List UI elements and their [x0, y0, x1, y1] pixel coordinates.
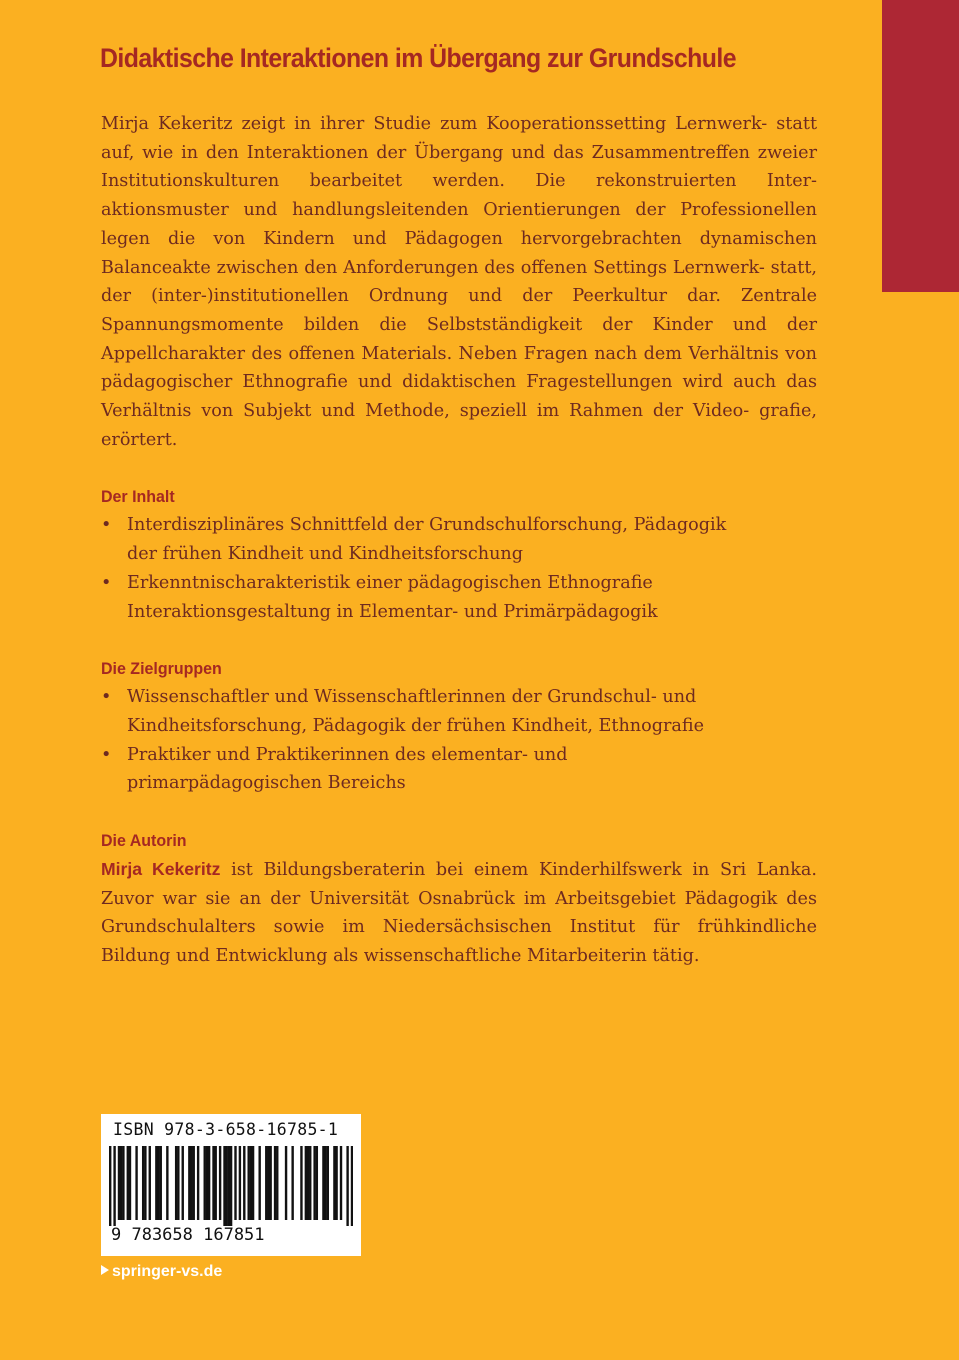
- barcode-bar: [335, 1146, 337, 1220]
- barcode-bar: [226, 1146, 228, 1226]
- barcode-bar: [247, 1146, 249, 1220]
- list-item: [101, 511, 817, 568]
- list-item-line: primarpädagogischen Bereichs: [127, 773, 406, 794]
- barcode-bar: [327, 1146, 329, 1220]
- intro-line: statt, der (inter-)institutionellen Ordnung und der Peerkultur dar. Zentrale: [101, 257, 817, 307]
- bullet-icon: •: [101, 744, 112, 765]
- author-bio-line: Zuvor war sie an der Universität Osnabrück im Arbeitsgebiet Pädagogik des: [101, 888, 817, 909]
- list-item-line: Interdisziplinäres Schnittfeld der Grundschulforschung, Pädagogik: [127, 515, 727, 536]
- barcode-bar: [166, 1146, 168, 1220]
- barcode-bar: [309, 1146, 311, 1220]
- inhalt-heading: Der Inhalt: [101, 487, 175, 507]
- author-name: Mirja Kekeritz: [101, 859, 221, 880]
- barcode-digits: 9 783658 167851: [111, 1225, 265, 1245]
- website-link[interactable]: [101, 1263, 222, 1281]
- barcode-box: [101, 1114, 361, 1256]
- barcode-bar: [316, 1146, 318, 1220]
- list-item: [101, 683, 817, 740]
- barcode-bar: [157, 1146, 159, 1220]
- inhalt-list: [101, 511, 817, 626]
- barcode-bar: [149, 1146, 151, 1220]
- author-bio-line: Bildung und Entwicklung als wissenschaftliche Mitarbeiterin tätig.: [101, 946, 700, 967]
- intro-line: Balanceakte zwischen den Anforderungen des offenen Settings Lernwerk-: [101, 257, 765, 278]
- barcode-bar: [120, 1146, 122, 1220]
- bullet-icon: •: [101, 687, 112, 708]
- barcode-bar: [250, 1146, 252, 1220]
- barcode-bar: [206, 1146, 208, 1220]
- barcode-bar: [269, 1146, 271, 1220]
- isbn-label: ISBN 978-3-658-16785-1: [113, 1120, 339, 1139]
- list-item-line: Kindheitsforschung, Pädagogik der frühen Kindheit, Ethnografie: [127, 715, 705, 736]
- barcode-icon: [109, 1146, 353, 1226]
- intro-line: zweier Institutionskulturen bearbeitet werden. Die rekonstruierten Inter-: [101, 142, 817, 192]
- barcode-bar: [305, 1146, 307, 1220]
- website-label: springer-vs.de: [112, 1263, 223, 1280]
- list-item: [101, 569, 817, 626]
- author-bio-line: ist Bildungsberaterin bei einem Kinderhilfswerk in Sri Lanka.: [220, 860, 817, 881]
- back-cover-text: [101, 110, 817, 971]
- barcode-bar: [276, 1146, 278, 1220]
- barcode-bar: [340, 1146, 342, 1220]
- bullet-icon: •: [101, 515, 112, 536]
- barcode-bar: [234, 1146, 236, 1220]
- barcode-bar: [197, 1146, 199, 1220]
- barcode-bar: [135, 1146, 137, 1220]
- barcode-bar: [252, 1146, 254, 1220]
- zielgruppen-list: [101, 683, 817, 798]
- barcode-bar: [274, 1146, 276, 1220]
- corner-color-tab: [882, 0, 959, 292]
- intro-line: das Verhältnis von Subjekt und Methode, speziell im Rahmen der Video-: [101, 372, 818, 422]
- barcode-bar: [193, 1146, 195, 1220]
- barcode-bar: [223, 1146, 225, 1226]
- barcode-bar: [324, 1146, 326, 1220]
- barcode-bar: [351, 1146, 353, 1226]
- zielgruppen-heading: Die Zielgruppen: [101, 659, 222, 679]
- autorin-heading: Die Autorin: [101, 831, 187, 851]
- barcode-bar: [230, 1146, 232, 1226]
- barcode-bar: [215, 1146, 217, 1220]
- barcode-bar: [177, 1146, 179, 1220]
- barcode-bar: [118, 1146, 120, 1220]
- barcode-bar: [182, 1146, 184, 1220]
- barcode-bar: [300, 1146, 302, 1220]
- barcode-bar: [144, 1146, 146, 1220]
- barcode-bar: [204, 1146, 206, 1220]
- barcode-bar: [175, 1146, 177, 1220]
- barcode-bar: [346, 1146, 348, 1226]
- barcode-bar: [322, 1146, 324, 1220]
- intro-line: Mirja Kekeritz zeigt in ihrer Studie zum Kooperationssetting Lernwerk-: [101, 114, 768, 134]
- bullet-icon: •: [101, 572, 112, 593]
- barcode-bar: [190, 1146, 192, 1220]
- list-item-line: Erkenntnischarakteristik einer pädagogischen Ethnografie: [127, 572, 653, 593]
- barcode-bar: [265, 1146, 267, 1220]
- list-item: [101, 741, 817, 798]
- barcode-bar: [313, 1146, 315, 1220]
- intro-line: statt auf, wie in den Interaktionen der Übergang und das Zusammentreffen: [101, 114, 818, 163]
- intro-line: aktionsmuster und handlungsleitenden Orientierungen der Professionellen: [101, 200, 817, 221]
- barcode-bar: [188, 1146, 190, 1220]
- barcode-bar: [122, 1146, 124, 1220]
- author-bio: [101, 855, 817, 971]
- intro-line: grafie, erörtert.: [101, 401, 817, 450]
- barcode-bar: [239, 1146, 241, 1220]
- barcode-bar: [258, 1146, 260, 1220]
- author-bio-line: Grundschulalters sowie im Niedersächsischen Institut für frühkindliche: [101, 917, 817, 938]
- barcode-bar: [129, 1146, 131, 1220]
- barcode-bar: [208, 1146, 210, 1220]
- list-item-line: Praktiker und Praktikerinnen des elementar- und: [127, 744, 568, 765]
- barcode-bar: [219, 1146, 221, 1220]
- list-item-line: der frühen Kindheit und Kindheitsforschung: [127, 544, 523, 565]
- book-title: Didaktische Interaktionen im Übergang zur Grundschule: [100, 43, 737, 73]
- barcode-bar: [333, 1146, 335, 1220]
- barcode-bar: [142, 1146, 144, 1220]
- barcode-bar: [243, 1146, 245, 1220]
- barcode-bar: [155, 1146, 157, 1220]
- intro-line: legen die von Kindern und Pädagogen hervorgebrachten dynamischen: [101, 228, 817, 249]
- barcode-bar: [285, 1146, 287, 1220]
- barcode-bar: [160, 1146, 162, 1220]
- barcode-bar: [307, 1146, 309, 1220]
- intro-line: Appellcharakter des offenen Materials. Neben Fragen nach dem Verhältnis: [101, 343, 779, 364]
- barcode-bar: [267, 1146, 269, 1220]
- barcode-bar: [228, 1146, 230, 1226]
- barcode-bar: [113, 1146, 115, 1226]
- barcode-bar: [212, 1146, 214, 1220]
- barcode-bar: [291, 1146, 293, 1220]
- intro-line: von pädagogischer Ethnografie und didaktischen Fragestellungen wird auch: [101, 343, 817, 393]
- barcode-bar: [109, 1146, 111, 1226]
- list-item-line: Interaktionsgestaltung in Elementar- und Primärpädagogik: [127, 601, 658, 622]
- intro-line: Spannungsmomente bilden die Selbstständigkeit der Kinder und der: [101, 314, 817, 335]
- intro-paragraph: [101, 110, 817, 454]
- list-item-line: Wissenschaftler und Wissenschaftlerinnen der Grundschul- und: [127, 687, 697, 708]
- arrow-right-icon: [101, 1265, 109, 1275]
- barcode-bar: [127, 1146, 129, 1220]
